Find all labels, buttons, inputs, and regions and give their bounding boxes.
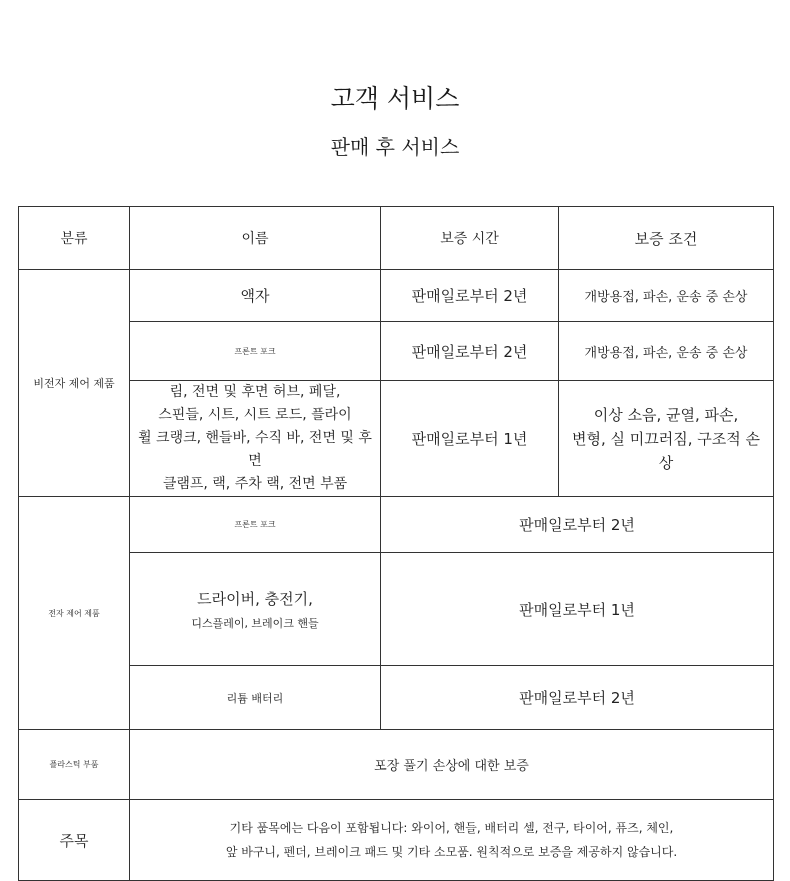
category-note: 주목: [19, 800, 130, 881]
page-title: 고객 서비스: [330, 84, 460, 113]
item-name-line: 휠 크랭크, 핸들바, 수직 바, 전면 및 후면: [138, 430, 372, 469]
item-name-sub: 디스플레이, 브레이크 핸들: [191, 616, 319, 630]
header-name: 이름: [130, 207, 381, 270]
item-period: 판매일로부터 2년: [381, 322, 559, 381]
item-condition: 개방용접, 파손, 운송 중 손상: [559, 270, 774, 322]
item-condition-line: 이상 소음, 균열, 파손,: [593, 405, 739, 424]
item-period: 판매일로부터 1년: [381, 381, 559, 497]
item-name-line: 스핀들, 시트, 시트 로드, 플라이: [158, 407, 352, 423]
item-period: 판매일로부터 2년: [381, 270, 559, 322]
category-plastic: 플라스틱 부품: [19, 730, 130, 800]
table-row: [19, 800, 774, 881]
warranty-table: [18, 206, 774, 881]
item-name-line: 림, 전면 및 후면 허브, 페달,: [169, 384, 341, 400]
table-row: [19, 666, 774, 730]
note-text: [130, 800, 774, 881]
item-name: [130, 553, 381, 666]
plastic-warranty-text: 포장 풀기 손상에 대한 보증: [130, 730, 774, 800]
note-line: 기타 품목에는 다음이 포함됩니다: 와이어, 핸들, 배터리 셀, 전구, 타이어, 퓨즈, 체인,: [229, 821, 674, 835]
item-period: 판매일로부터 2년: [381, 497, 774, 553]
table-row: [19, 270, 774, 322]
page-subtitle: 판매 후 서비스: [330, 135, 460, 159]
item-condition-line: 변형, 실 미끄러짐, 구조적 손상: [572, 429, 760, 472]
category-electric: 전자 제어 제품: [19, 497, 130, 730]
item-name: 리튬 배터리: [130, 666, 381, 730]
item-name-main: 드라이버, 충전기,: [197, 589, 313, 608]
note-line: 앞 바구니, 펜더, 브레이크 패드 및 기타 소모품. 원칙적으로 보증을 제공하지 않습니다.: [225, 845, 678, 859]
item-name: 프론트 포크: [130, 497, 381, 553]
table-header-row: [19, 207, 774, 270]
item-name-line: 클램프, 랙, 주차 랙, 전면 부품: [162, 476, 348, 492]
header-condition: 보증 조건: [559, 207, 774, 270]
table-row: [19, 553, 774, 666]
table-row: [19, 381, 774, 497]
item-name-list: [130, 381, 381, 497]
table-row: [19, 322, 774, 381]
item-condition: 개방용접, 파손, 운송 중 손상: [559, 322, 774, 381]
header-category: 분류: [19, 207, 130, 270]
category-non-electric: 비전자 제어 제품: [19, 270, 130, 497]
item-condition: [559, 381, 774, 497]
header-period: 보증 시간: [381, 207, 559, 270]
table-row: [19, 497, 774, 553]
item-period: 판매일로부터 1년: [381, 553, 774, 666]
table-row: [19, 730, 774, 800]
item-name: 프론트 포크: [130, 322, 381, 381]
item-name: 액자: [130, 270, 381, 322]
item-period: 판매일로부터 2년: [381, 666, 774, 730]
